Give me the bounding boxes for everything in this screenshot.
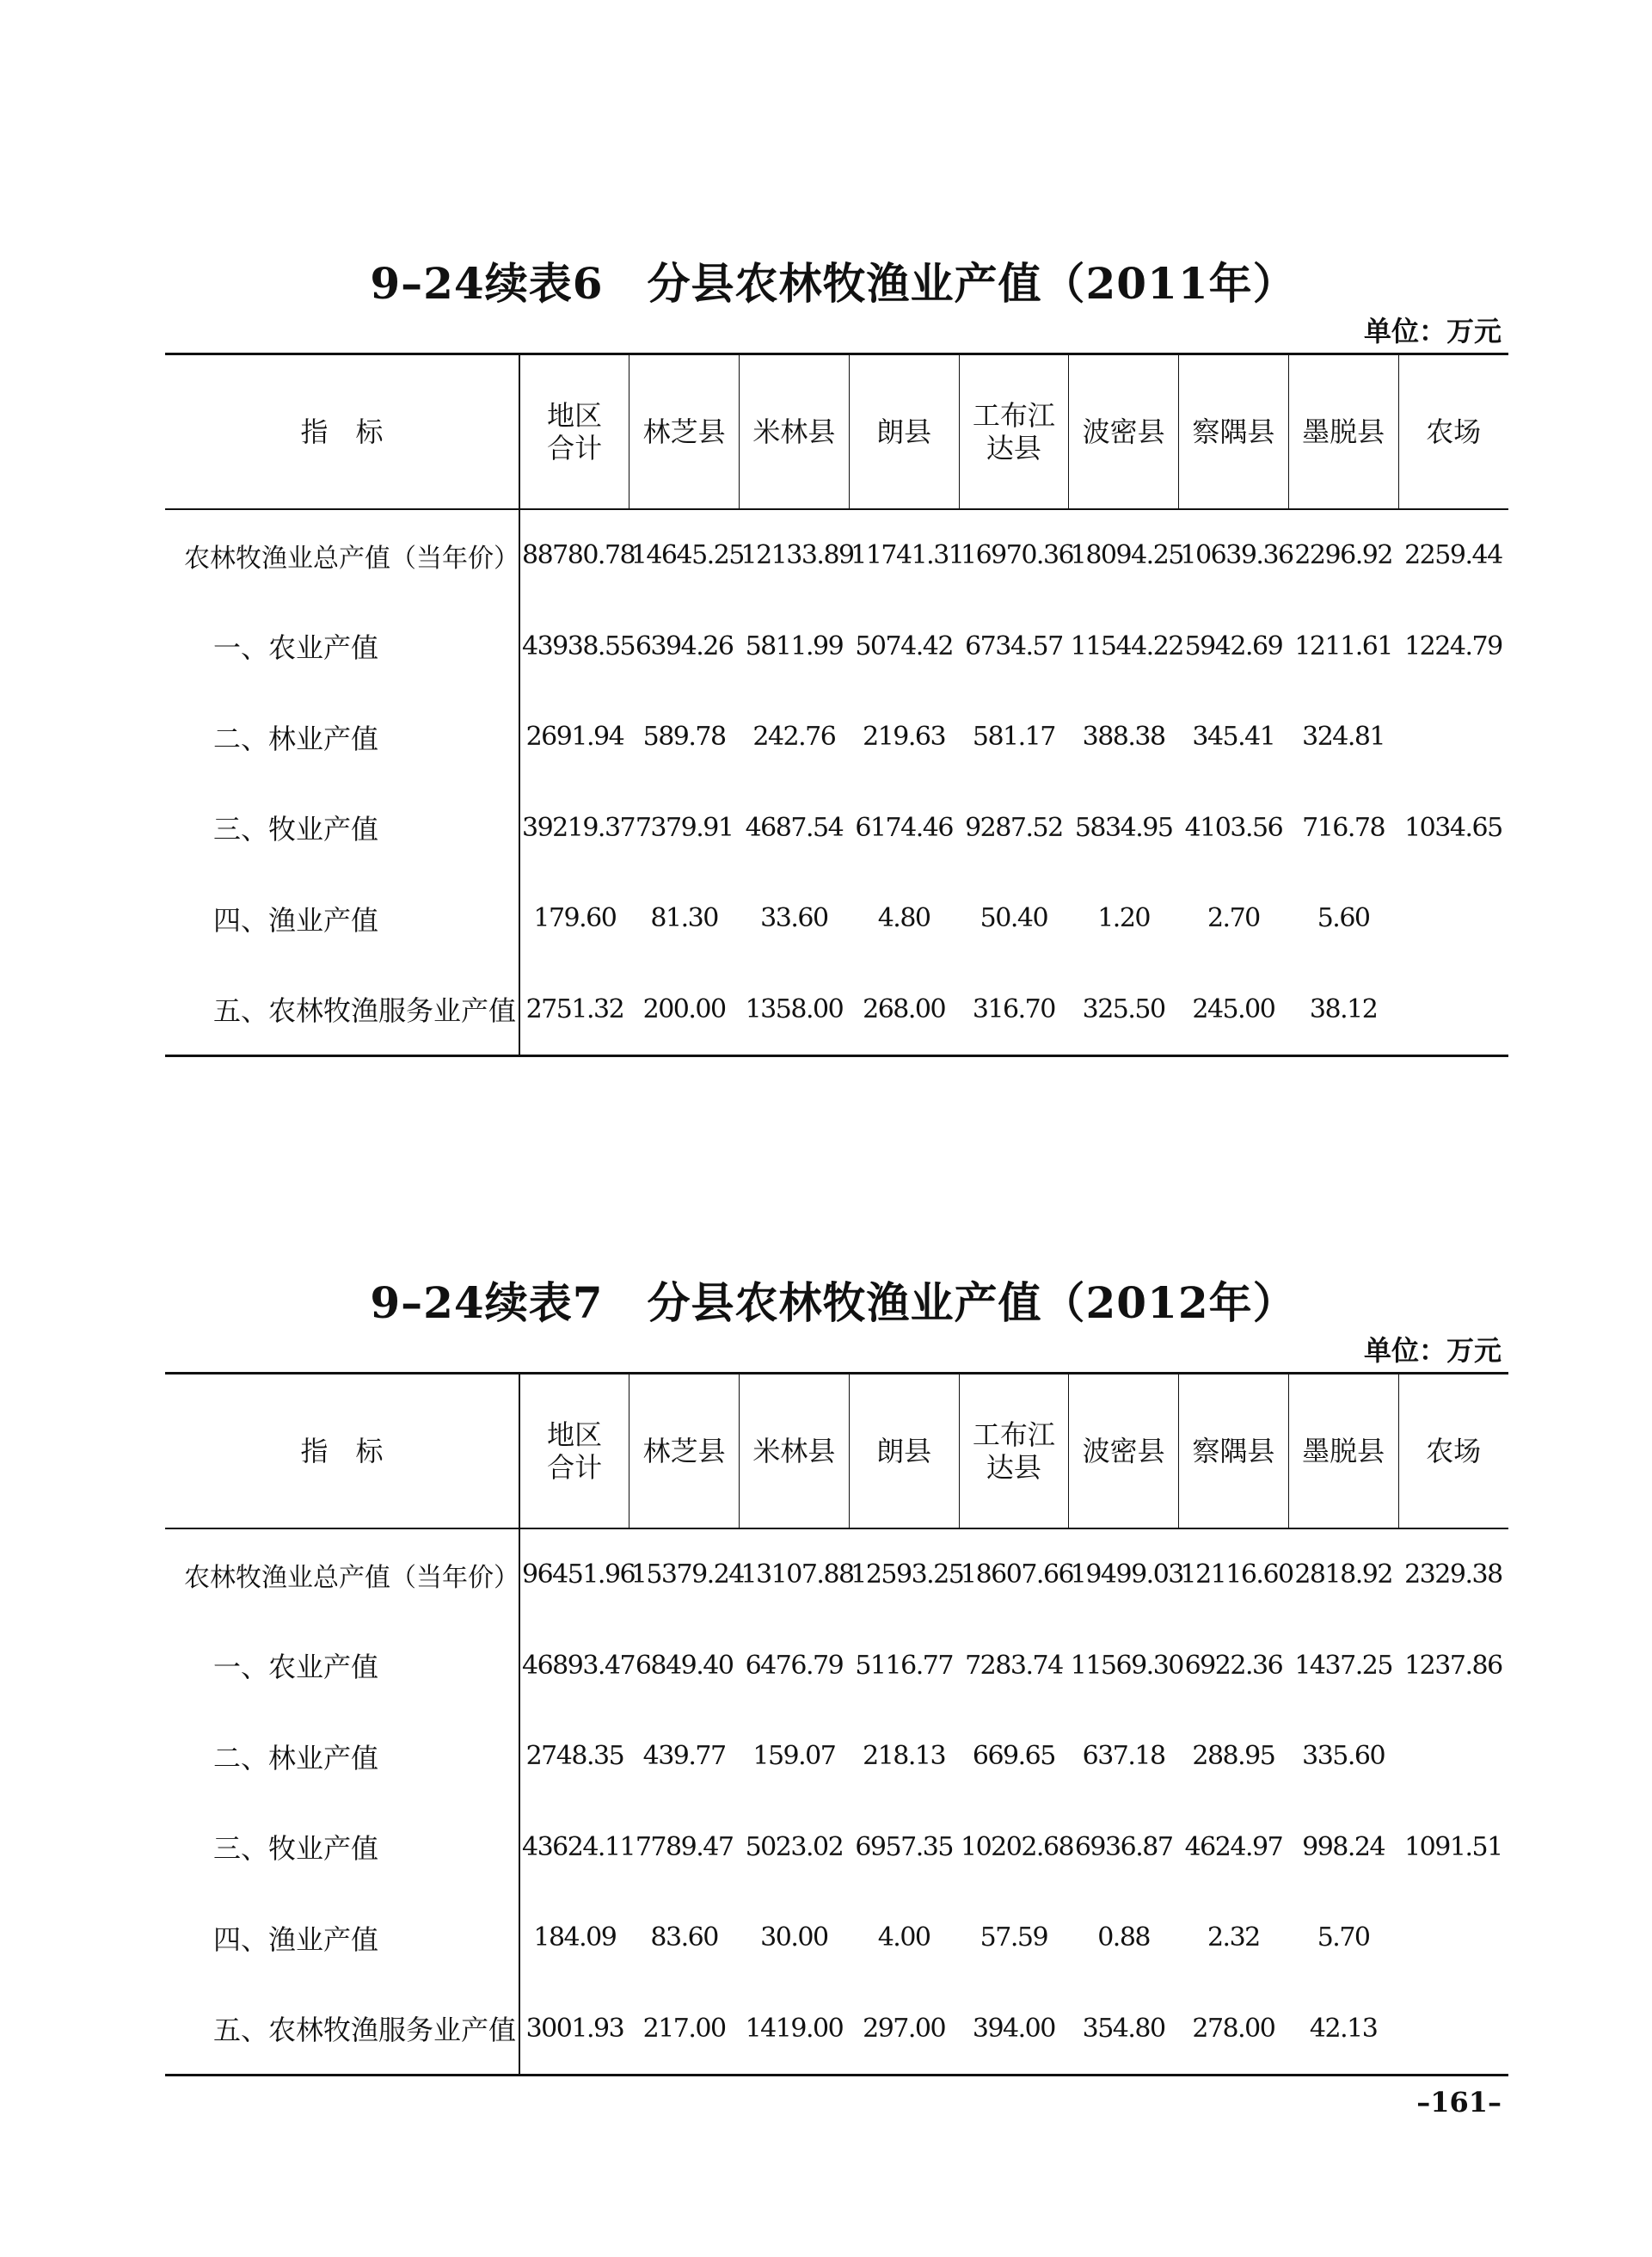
cell-value: 18094.25 <box>1070 540 1183 571</box>
table-row <box>165 601 1508 692</box>
column-header: 米林县 <box>740 1374 850 1529</box>
table-row <box>165 1892 1508 1983</box>
cell-value: 345.41 <box>1192 722 1275 753</box>
cell-value: 12593.25 <box>851 1559 964 1590</box>
cell-value: 4.00 <box>877 1922 930 1953</box>
cell-value: 219.63 <box>863 722 946 753</box>
cell-value: 200.00 <box>642 993 726 1024</box>
cell-value: 12133.89 <box>740 540 854 571</box>
row-label: 农林牧渔业总产值（当年价） <box>184 543 519 574</box>
cell-value: 11544.22 <box>1070 630 1183 661</box>
cell-value: 2.70 <box>1207 903 1260 934</box>
cell-value: 2329.38 <box>1404 1559 1502 1590</box>
cell-value: 316.70 <box>972 993 1055 1024</box>
column-header: 林芝县 <box>629 1374 740 1529</box>
cell-value: 245.00 <box>1192 993 1275 1024</box>
unit-label: 单位：万元 <box>1363 315 1502 347</box>
row-label: 一、农业产值 <box>213 1651 379 1684</box>
cell-value: 589.78 <box>642 722 726 753</box>
cell-value: 15379.24 <box>630 1559 744 1590</box>
cell-value: 88780.78 <box>519 509 629 601</box>
data-table <box>165 1372 1508 2076</box>
cell-value: 1237.86 <box>1404 1650 1502 1681</box>
cell-value: 1091.51 <box>1404 1831 1502 1862</box>
cell-value: 2296.92 <box>1294 540 1392 571</box>
cell-value: 6936.87 <box>1074 1831 1173 1862</box>
table-title: 9–24续表7 分县农林牧渔业产值（2012年） <box>370 1277 1297 1328</box>
cell-value: 19499.03 <box>1070 1559 1183 1590</box>
cell-value: 6734.57 <box>965 630 1063 661</box>
table-row <box>165 509 1508 601</box>
page-number: –161– <box>1416 2086 1502 2119</box>
cell-value: 297.00 <box>863 2013 946 2044</box>
cell-value: 335.60 <box>1302 1741 1385 1772</box>
cell-value: 42.13 <box>1309 2013 1378 2044</box>
row-label: 四、渔业产值 <box>213 903 379 937</box>
column-header: 波密县 <box>1069 1374 1179 1529</box>
cell-value: 14645.25 <box>630 540 744 571</box>
cell-value: 581.17 <box>972 722 1055 753</box>
cell-value: 1.20 <box>1097 903 1151 934</box>
column-header: 指 标 <box>165 1374 519 1529</box>
cell-value: 2748.35 <box>519 1711 629 1802</box>
cell-value: 7379.91 <box>635 812 734 843</box>
cell-value: 184.09 <box>519 1892 629 1983</box>
cell-value: 6849.40 <box>635 1650 734 1681</box>
table-row <box>165 1983 1508 2076</box>
table-title: 9–24续表6 分县农林牧渔业产值（2011年） <box>370 258 1297 309</box>
cell-value: 4624.97 <box>1184 1831 1283 1862</box>
unit-label: 单位：万元 <box>1363 1334 1502 1367</box>
row-label: 农林牧渔业总产值（当年价） <box>184 1562 519 1593</box>
table-row <box>165 873 1508 964</box>
column-header: 林芝县 <box>629 354 740 510</box>
cell-value: 2751.32 <box>519 964 629 1056</box>
cell-value: 388.38 <box>1082 722 1165 753</box>
table-row <box>165 1528 1508 1620</box>
cell-value: 324.81 <box>1302 722 1385 753</box>
cell-value: 4103.56 <box>1184 812 1283 843</box>
column-header: 察隅县 <box>1179 354 1289 510</box>
cell-value: 16970.36 <box>961 540 1074 571</box>
table-row <box>165 1711 1508 1802</box>
cell-value: 3001.93 <box>519 1983 629 2076</box>
header-row <box>165 1374 1508 1529</box>
cell-value: 6957.35 <box>855 1831 953 1862</box>
cell-value <box>1398 964 1508 1056</box>
cell-value: 0.88 <box>1097 1922 1151 1953</box>
cell-value: 33.60 <box>760 903 828 934</box>
cell-value: 6174.46 <box>855 812 953 843</box>
cell-value: 50.40 <box>980 903 1048 934</box>
cell-value: 4687.54 <box>745 812 844 843</box>
column-header: 墨脱县 <box>1288 1374 1398 1529</box>
cell-value: 2691.94 <box>519 692 629 783</box>
cell-value: 11569.30 <box>1070 1650 1183 1681</box>
table-row <box>165 692 1508 783</box>
cell-value: 5023.02 <box>745 1831 844 1862</box>
cell-value: 5834.95 <box>1074 812 1173 843</box>
row-label: 二、林业产值 <box>213 722 379 755</box>
cell-value: 10202.68 <box>961 1831 1074 1862</box>
column-header: 波密县 <box>1069 354 1179 510</box>
cell-value: 5116.77 <box>855 1650 953 1681</box>
cell-value: 7283.74 <box>965 1650 1063 1681</box>
cell-value: 4.80 <box>877 903 930 934</box>
cell-value: 2.32 <box>1207 1922 1260 1953</box>
cell-value: 43624.11 <box>519 1802 629 1893</box>
row-label: 二、林业产值 <box>213 1741 379 1774</box>
cell-value: 5074.42 <box>855 630 953 661</box>
cell-value: 5942.69 <box>1184 630 1283 661</box>
cell-value: 1419.00 <box>745 2013 844 2044</box>
cell-value: 10639.36 <box>1180 540 1293 571</box>
header-row <box>165 354 1508 510</box>
cell-value: 6476.79 <box>745 1650 844 1681</box>
cell-value: 716.78 <box>1302 812 1385 843</box>
cell-value: 5.60 <box>1317 903 1370 934</box>
column-header: 工布江 达县 <box>959 1374 1069 1529</box>
cell-value: 159.07 <box>752 1741 836 1772</box>
table-body <box>165 509 1508 1056</box>
cell-value <box>1398 1711 1508 1802</box>
table-row <box>165 964 1508 1056</box>
cell-value: 1437.25 <box>1294 1650 1392 1681</box>
cell-value: 6394.26 <box>635 630 734 661</box>
table-row <box>165 783 1508 874</box>
cell-value: 1034.65 <box>1404 812 1502 843</box>
cell-value: 217.00 <box>642 2013 726 2044</box>
row-label: 五、农林牧渔服务业产值 <box>213 994 517 1028</box>
cell-value: 998.24 <box>1302 1831 1385 1862</box>
cell-value: 5.70 <box>1317 1922 1370 1953</box>
cell-value: 46893.47 <box>519 1620 629 1712</box>
column-header: 地区 合计 <box>519 354 629 510</box>
cell-value: 1224.79 <box>1404 630 1502 661</box>
cell-value: 325.50 <box>1082 993 1165 1024</box>
cell-value: 9287.52 <box>965 812 1063 843</box>
cell-value: 394.00 <box>972 2013 1055 2044</box>
cell-value: 1358.00 <box>745 993 844 1024</box>
cell-value: 5811.99 <box>745 630 844 661</box>
column-header: 地区 合计 <box>519 1374 629 1529</box>
cell-value: 11741.31 <box>851 540 964 571</box>
cell-value: 7789.47 <box>635 1831 734 1862</box>
table-row <box>165 1620 1508 1712</box>
row-label: 三、牧业产值 <box>213 813 379 846</box>
column-header: 指 标 <box>165 354 519 510</box>
cell-value: 13107.88 <box>740 1559 854 1590</box>
cell-value <box>1398 1892 1508 1983</box>
cell-value: 179.60 <box>519 873 629 964</box>
column-header: 农场 <box>1398 354 1508 510</box>
table-row <box>165 1802 1508 1893</box>
cell-value: 268.00 <box>863 993 946 1024</box>
row-label: 三、牧业产值 <box>213 1832 379 1866</box>
cell-value: 57.59 <box>980 1922 1048 1953</box>
data-table <box>165 353 1508 1057</box>
column-header: 朗县 <box>849 354 959 510</box>
cell-value: 278.00 <box>1192 2013 1275 2044</box>
column-header: 工布江 达县 <box>959 354 1069 510</box>
column-header: 农场 <box>1398 1374 1508 1529</box>
cell-value: 81.30 <box>650 903 718 934</box>
cell-value <box>1398 873 1508 964</box>
cell-value: 30.00 <box>760 1922 828 1953</box>
cell-value: 96451.96 <box>519 1528 629 1620</box>
cell-value: 288.95 <box>1192 1741 1275 1772</box>
cell-value: 637.18 <box>1082 1741 1165 1772</box>
column-header: 墨脱县 <box>1288 354 1398 510</box>
cell-value: 83.60 <box>650 1922 718 1953</box>
cell-value: 669.65 <box>972 1741 1055 1772</box>
column-header: 米林县 <box>740 354 850 510</box>
cell-value: 12116.60 <box>1180 1559 1293 1590</box>
row-label: 五、农林牧渔服务业产值 <box>213 2014 517 2047</box>
row-label: 一、农业产值 <box>213 631 379 665</box>
table-body <box>165 1528 1508 2076</box>
cell-value: 2259.44 <box>1404 540 1502 571</box>
cell-value: 1211.61 <box>1294 630 1392 661</box>
cell-value <box>1398 692 1508 783</box>
cell-value: 43938.55 <box>519 601 629 692</box>
cell-value: 354.80 <box>1082 2013 1165 2044</box>
cell-value: 39219.37 <box>519 783 629 874</box>
cell-value: 2818.92 <box>1294 1559 1392 1590</box>
row-label: 四、渔业产值 <box>213 1922 379 1956</box>
cell-value <box>1398 1983 1508 2076</box>
cell-value: 6922.36 <box>1184 1650 1283 1681</box>
cell-value: 38.12 <box>1309 993 1378 1024</box>
column-header: 朗县 <box>849 1374 959 1529</box>
cell-value: 18607.66 <box>961 1559 1074 1590</box>
column-header: 察隅县 <box>1179 1374 1289 1529</box>
cell-value: 439.77 <box>642 1741 726 1772</box>
cell-value: 218.13 <box>863 1741 946 1772</box>
cell-value: 242.76 <box>752 722 836 753</box>
